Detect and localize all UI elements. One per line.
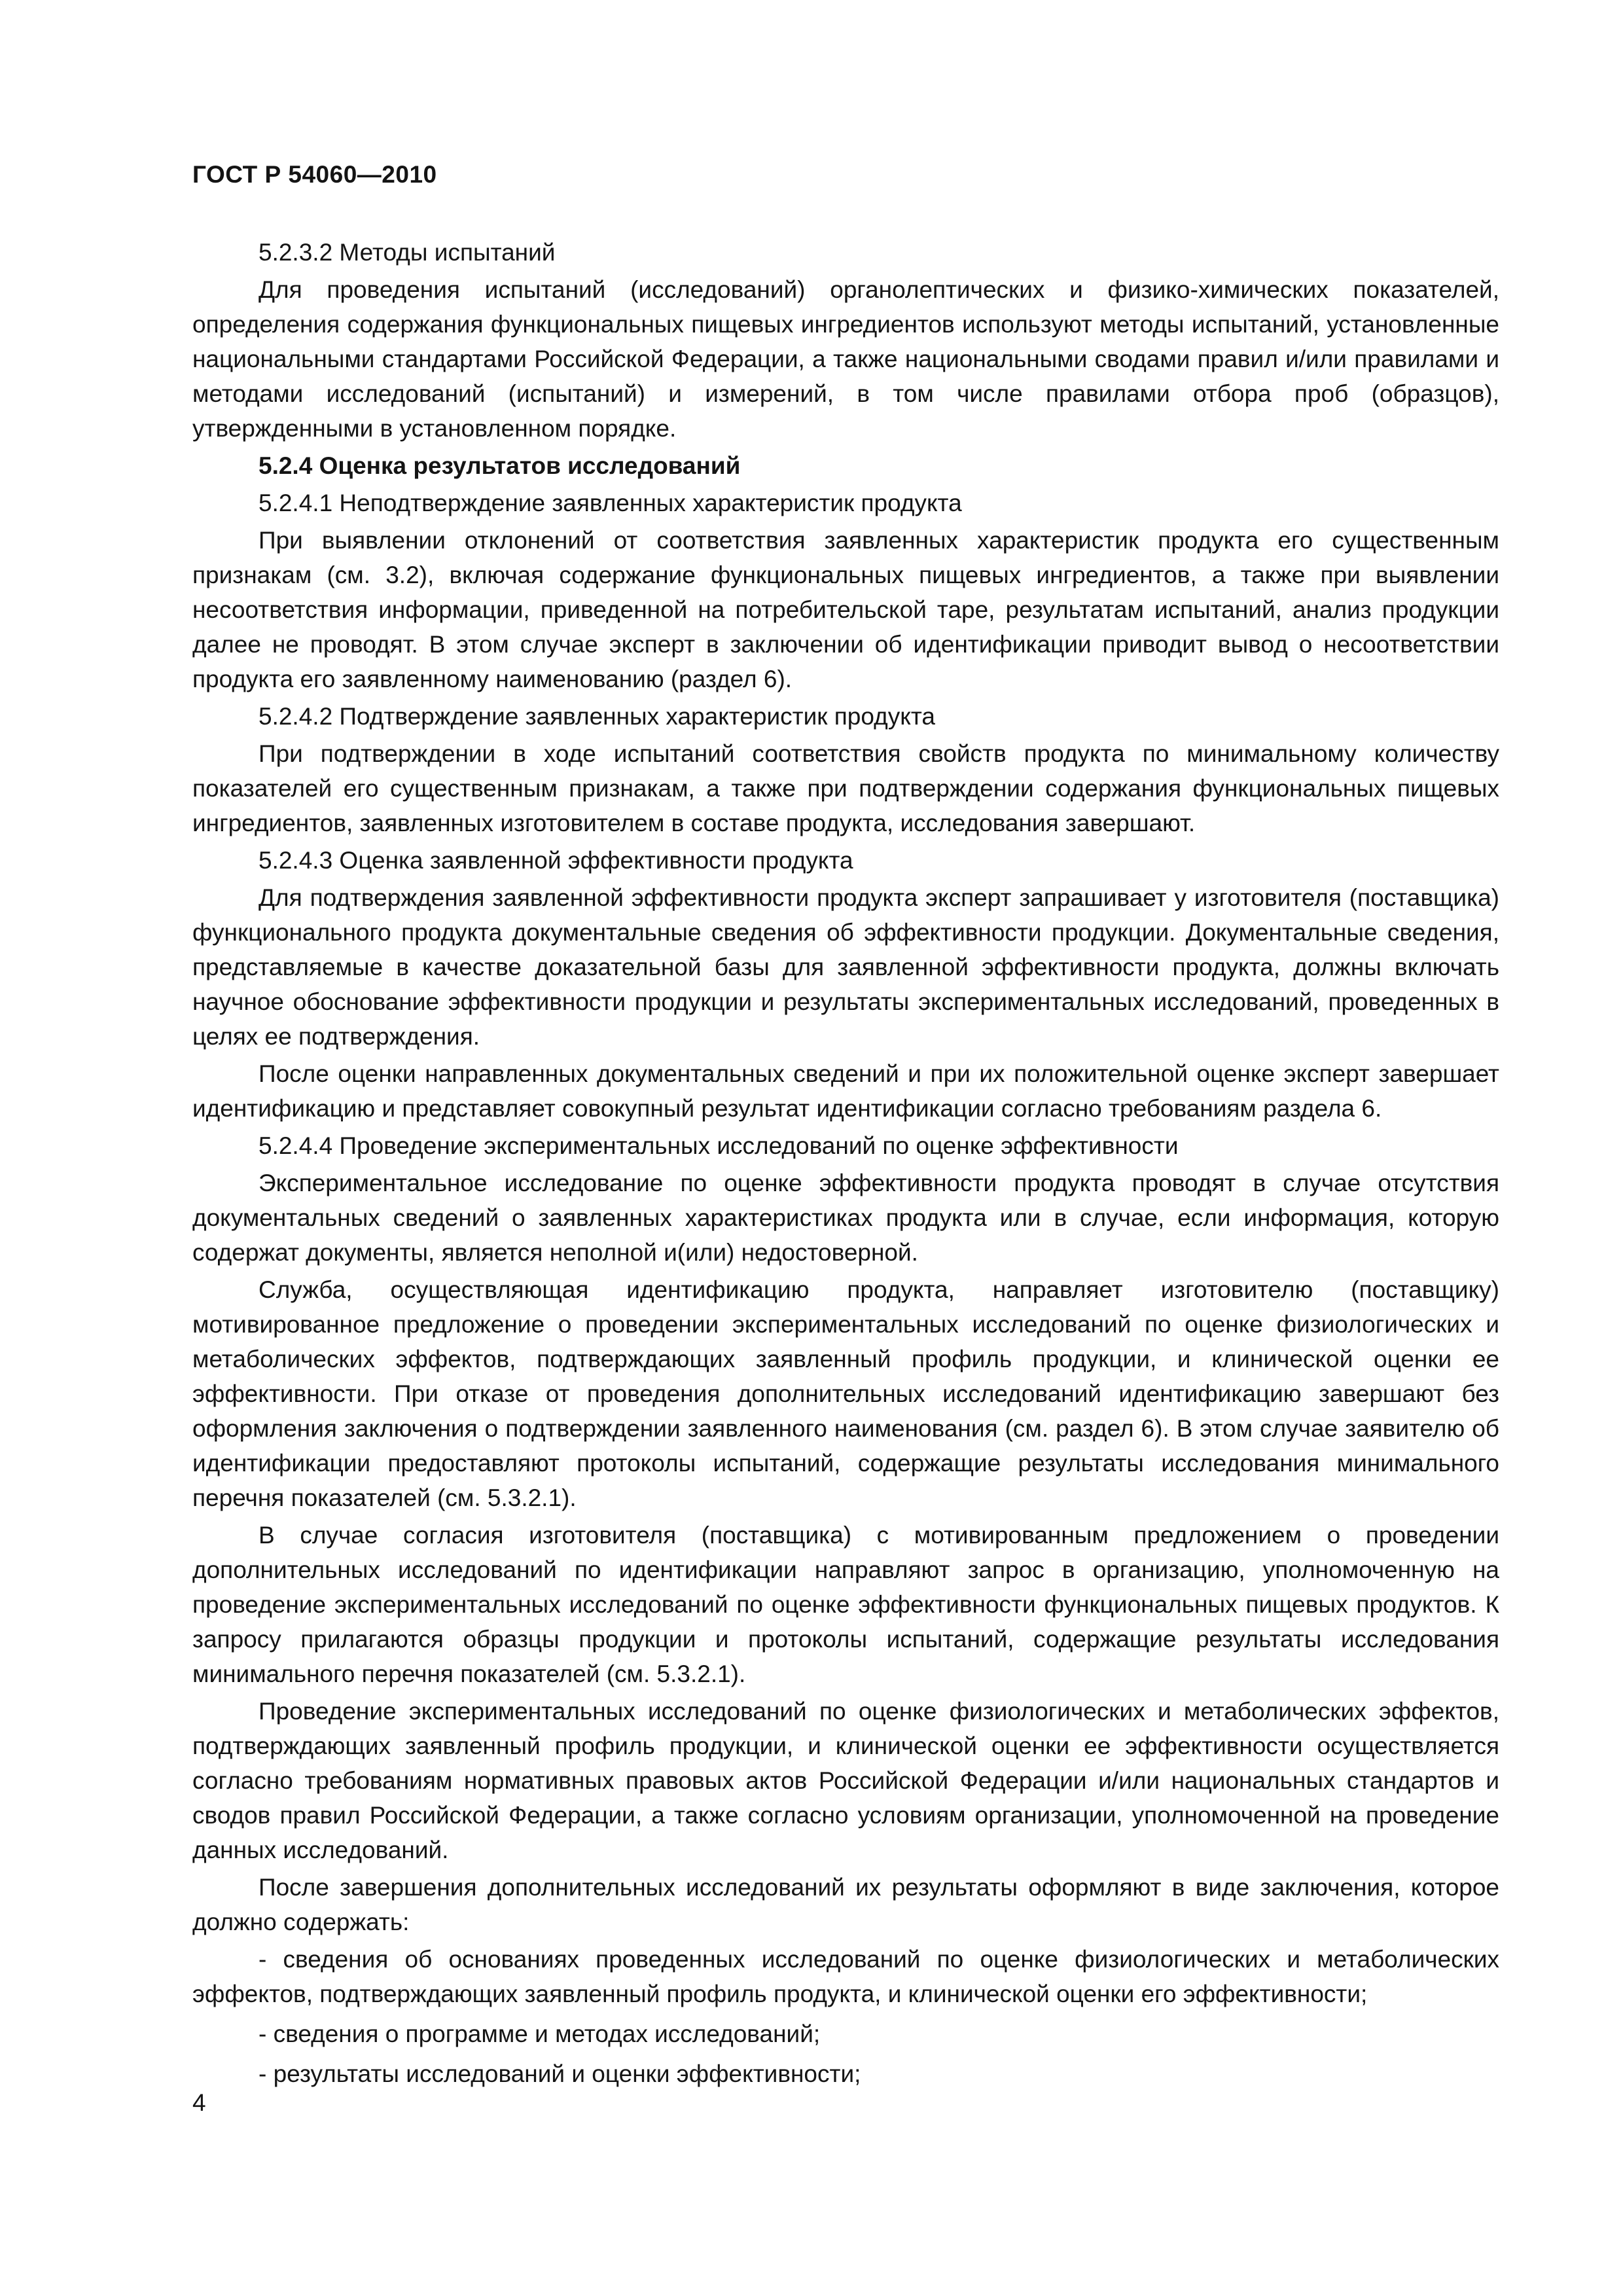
paragraph: После завершения дополнительных исследований их результаты оформляют в виде заключения, которое должно содержать: (192, 1874, 1499, 1935)
list-item: - результаты исследований и оценки эффективности; (259, 2060, 861, 2087)
paragraph: Проведение экспериментальных исследований по оценке физиологических и метаболических эффектов, подтверждающих заявленный профиль продукции, и клинической оценки ее эффективности осуществляется согласно требованиям нормативных правовых актов Российской Федерации и/или национальных стандартов и сводов правил Российской Федерации, а также согласно условиям организации, уполномоченной на проведение данных исследований. (192, 1698, 1499, 1863)
paragraph: Для проведения испытаний (исследований) органолептических и физико-химических показателей, определения содержания функциональных пищевых ингредиентов используют методы испытаний, установленные национальными стандартами Российской Федерации, а также национальными сводами правил и/или правилами и методами исследований (испытаний) и измерений, в том числе правилами отбора проб (образцов), утвержденными в установленном порядке. (192, 276, 1499, 442)
section-title-5-2-4-1: 5.2.4.1 Неподтверждение заявленных характеристик продукта (259, 490, 962, 516)
page-number: 4 (192, 2089, 206, 2116)
paragraph: Служба, осуществляющая идентификацию продукта, направляет изготовителю (поставщику) мотивированное предложение о проведении экспериментальных исследований по оценке физиологических и метаболических эффектов, подтверждающих заявленный профиль продукции, и клинической оценки ее эффективности. При отказе от проведения дополнительных исследований идентификацию завершают без оформления заключения о подтверждении заявленного наименования (см. раздел 6). В этом случае заявителю об идентификации предоставляют протоколы испытаний, содержащие результаты исследования минимального перечня показателей (см. 5.3.2.1). (192, 1276, 1499, 1511)
list-item: - сведения об основаниях проведенных исследований по оценке физиологических и метаболических эффектов, подтверждающих заявленный профиль продукта, и клинической оценки его эффективности; (192, 1946, 1499, 2007)
paragraph: В случае согласия изготовителя (поставщика) с мотивированным предложением о проведении дополнительных исследований по идентификации направляют запрос в организацию, уполномоченную на проведение экспериментальных исследований по оценке эффективности функциональных пищевых продуктов. К запросу прилагаются образцы продукции и протоколы испытаний, содержащие результаты исследования минимального перечня показателей (см. 5.3.2.1). (192, 1522, 1499, 1687)
paragraph: После оценки направленных документальных сведений и при их положительной оценке эксперт завершает идентификацию и представляет совокупный результат идентификации согласно требованиям раздела 6. (192, 1060, 1499, 1122)
list-item: - сведения о программе и методах исследований; (259, 2020, 821, 2047)
paragraph: Экспериментальное исследование по оценке эффективности продукта проводят в случае отсутствия документальных сведений о заявленных характеристиках продукта или в случае, если информация, которую содержат документы, является неполной и(или) недостоверной. (192, 1170, 1499, 1266)
section-heading-5-2-4: 5.2.4 Оценка результатов исследований (259, 452, 741, 479)
section-title-5-2-3-2: 5.2.3.2 Методы испытаний (259, 239, 556, 266)
section-title-5-2-4-4: 5.2.4.4 Проведение экспериментальных исследований по оценке эффективности (259, 1132, 1179, 1159)
section-title-5-2-4-3: 5.2.4.3 Оценка заявленной эффективности продукта (259, 847, 853, 874)
document-body (192, 235, 1499, 2096)
section-title-5-2-4-2: 5.2.4.2 Подтверждение заявленных характеристик продукта (259, 703, 935, 730)
paragraph: Для подтверждения заявленной эффективности продукта эксперт запрашивает у изготовителя (поставщика) функционального продукта документальные сведения об эффективности продукции. Документальные сведения, представляемые в качестве доказательной базы для заявленной эффективности продукта, должны включать научное обоснование эффективности продукции и результаты экспериментальных исследований, проведенных в целях ее подтверждения. (192, 884, 1499, 1050)
paragraph: При выявлении отклонений от соответствия заявленных характеристик продукта его существенным признакам (см. 3.2), включая содержание функциональных пищевых ингредиентов, а также при выявлении несоответствия информации, приведенной на потребительской таре, результатам испытаний, анализ продукции далее не проводят. В этом случае эксперт в заключении об идентификации приводит вывод о несоответствии продукта его заявленному наименованию (раздел 6). (192, 527, 1499, 692)
paragraph: При подтверждении в ходе испытаний соответствия свойств продукта по минимальному количеству показателей его существенным признакам, а также при подтверждении содержания функциональных пищевых ингредиентов, заявленных изготовителем в составе продукта, исследования завершают. (192, 740, 1499, 836)
document-header: ГОСТ Р 54060—2010 (192, 161, 437, 188)
